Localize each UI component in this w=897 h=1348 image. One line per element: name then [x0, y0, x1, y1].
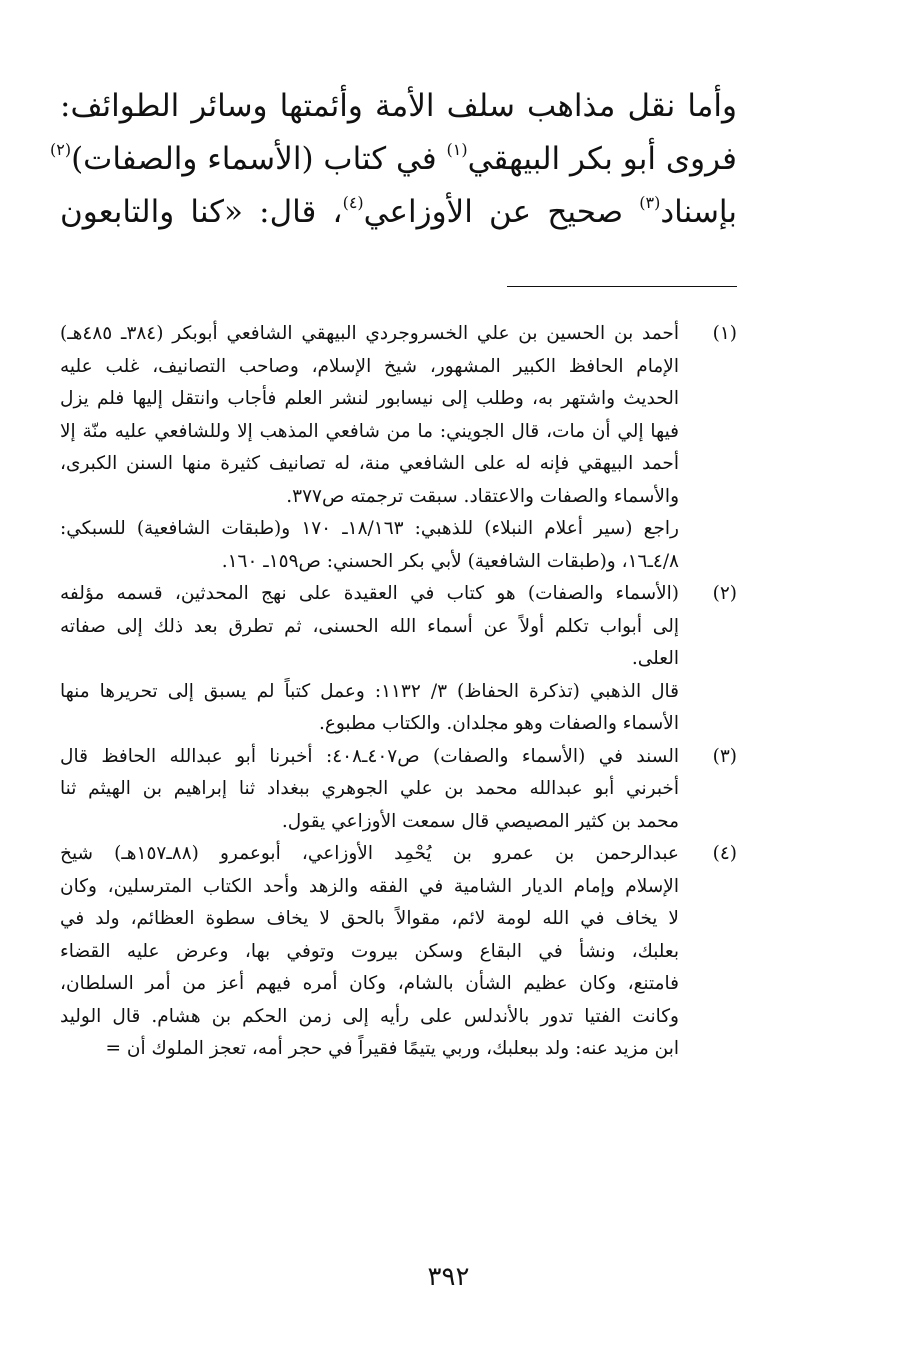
- main-text-line: [60, 186, 737, 239]
- footnote-line: ٤/٨ـ١٦، و(طبقات الشافعية) لأبي بكر الحسني: ص١٥٩ـ ١٦٠.: [221, 550, 679, 572]
- footnote-line: عبدالرحمن بن عمرو بن يُحْمِد الأوزاعي، أبوعمرو (٨٨ـ١٥٧هـ) شيخ: [60, 843, 679, 864]
- main-text-span: في كتاب (الأسماء والصفات): [71, 141, 447, 177]
- page-number: ٣٩٢: [427, 1262, 470, 1292]
- main-text-span: بإسناد: [660, 194, 737, 230]
- footnote-reference: (١): [446, 140, 468, 159]
- footnote-line: بعلبك، ونشأ في البقاع وسكن بيروت وتوفي بها، وعرض عليه القضاء: [60, 940, 679, 962]
- footnote-number: (٢): [712, 583, 737, 604]
- footnote-separator: [507, 286, 737, 287]
- footnote-line: فامتنع، وكان عظيم الشأن بالشام، وكان أمره فيهم أعز من أمر السلطان،: [60, 973, 679, 994]
- footnote-line: قال الذهبي (تذكرة الحفاظ) ٣/ ١١٣٢: وعمل كتباً لم يسبق إلى تحريرها منها: [60, 680, 680, 702]
- footnote: [60, 578, 737, 741]
- footnote-line: فيها إلي أن مات، قال الجويني: ما من شافعي المذهب إلا وللشافعي عليه منّة إلا: [60, 420, 679, 442]
- footnote-line: الإمام الحافظ الكبير المشهور، شيخ الإسلام، وصاحب التصانيف، غلب عليه: [60, 355, 679, 377]
- main-text-line: [60, 80, 737, 133]
- footnote-line: أحمد البيهقي فإنه له على الشافعي منة، له تصانيف كثيرة منها السنن الكبرى،: [60, 453, 679, 474]
- main-text-line: [49, 133, 737, 186]
- footnote-line: لا يخاف في الله لومة لائم، مقوالاً بالحق لا يخاف سطوة العظائم، ولد في: [60, 908, 679, 929]
- footnote-reference: (٣): [639, 193, 661, 212]
- footnote-line: راجع (سير أعلام النبلاء) للذهبي: ١٨/١٦٣ـ ١٧٠ و(طبقات الشافعية) للسبكي:: [60, 518, 679, 539]
- footnote-reference: (٤): [342, 193, 364, 212]
- footnote-line: الأسماء والصفات وهو مجلدان. والكتاب مطبوع.: [318, 713, 679, 734]
- main-text-span: وأما نقل مذاهب سلف الأمة وأئمتها وسائر الطوائف:: [60, 88, 737, 124]
- footnote-line: السند في (الأسماء والصفات) ص٤٠٧ـ٤٠٨: أخبرنا أبو عبدالله الحافظ قال: [60, 745, 679, 767]
- footnote-reference: (٢): [49, 140, 72, 159]
- footnote: [60, 741, 737, 839]
- footnote-line: العلى.: [631, 648, 679, 669]
- footnote-line: أخبرني أبو عبدالله محمد بن علي الجوهري ببغداد ثنا إبراهيم بن الهيثم ثنا: [60, 778, 679, 799]
- footnote-line: الإسلام وإمام الديار الشامية في الفقه والزهد وأحد الكتاب المترسلين، وكان: [60, 875, 679, 897]
- footnote-line: ابن مزيد عنه: ولد ببعلبك، وربي يتيمًا فقيراً في حجر أمه، تعجز الملوك أن =: [105, 1038, 679, 1059]
- main-text-block: [49, 80, 737, 239]
- main-text-span: ، قال: «كنا والتابعون: [60, 194, 343, 230]
- footnote-number: (١): [712, 323, 737, 344]
- footnote-line: (الأسماء والصفات) هو كتاب في العقيدة على نهج المحدثين، قسمه مؤلفه: [60, 583, 679, 604]
- footnote-line: أحمد بن الحسين بن علي الخسروجردي البيهقي الشافعي أبوبكر (٣٨٤ـ ٤٨٥هـ): [60, 323, 679, 344]
- main-text-span: صحيح عن الأوزاعي: [363, 194, 640, 230]
- footnotes-block: [60, 318, 737, 1066]
- main-text-span: فروى أبو بكر البيهقي: [467, 141, 737, 177]
- footnote-number: (٤): [712, 843, 737, 864]
- footnote: [60, 318, 737, 578]
- footnote-line: محمد بن كثير المصيصي قال سمعت الأوزاعي يقول.: [281, 810, 679, 832]
- footnote-line: إلى أبواب تكلم أولاً عن أسماء الله الحسنى، ثم تطرق بعد ذلك إلى صفاته: [60, 615, 679, 637]
- footnote-line: والأسماء والصفات والاعتقاد. سبقت ترجمته ص٣٧٧.: [286, 485, 679, 507]
- footnote-number: (٣): [712, 745, 737, 767]
- footnote: [60, 838, 737, 1066]
- footnote-line: الحديث واشتهر به، وطلب إلى نيسابور لنشر العلم فأجاب وانتقل إليها فلم يزل: [60, 388, 679, 409]
- footnote-line: وكانت الفتيا تدور بالأندلس على رأيه إلى زمن الحكم بن هشام. قال الوليد: [60, 1005, 679, 1027]
